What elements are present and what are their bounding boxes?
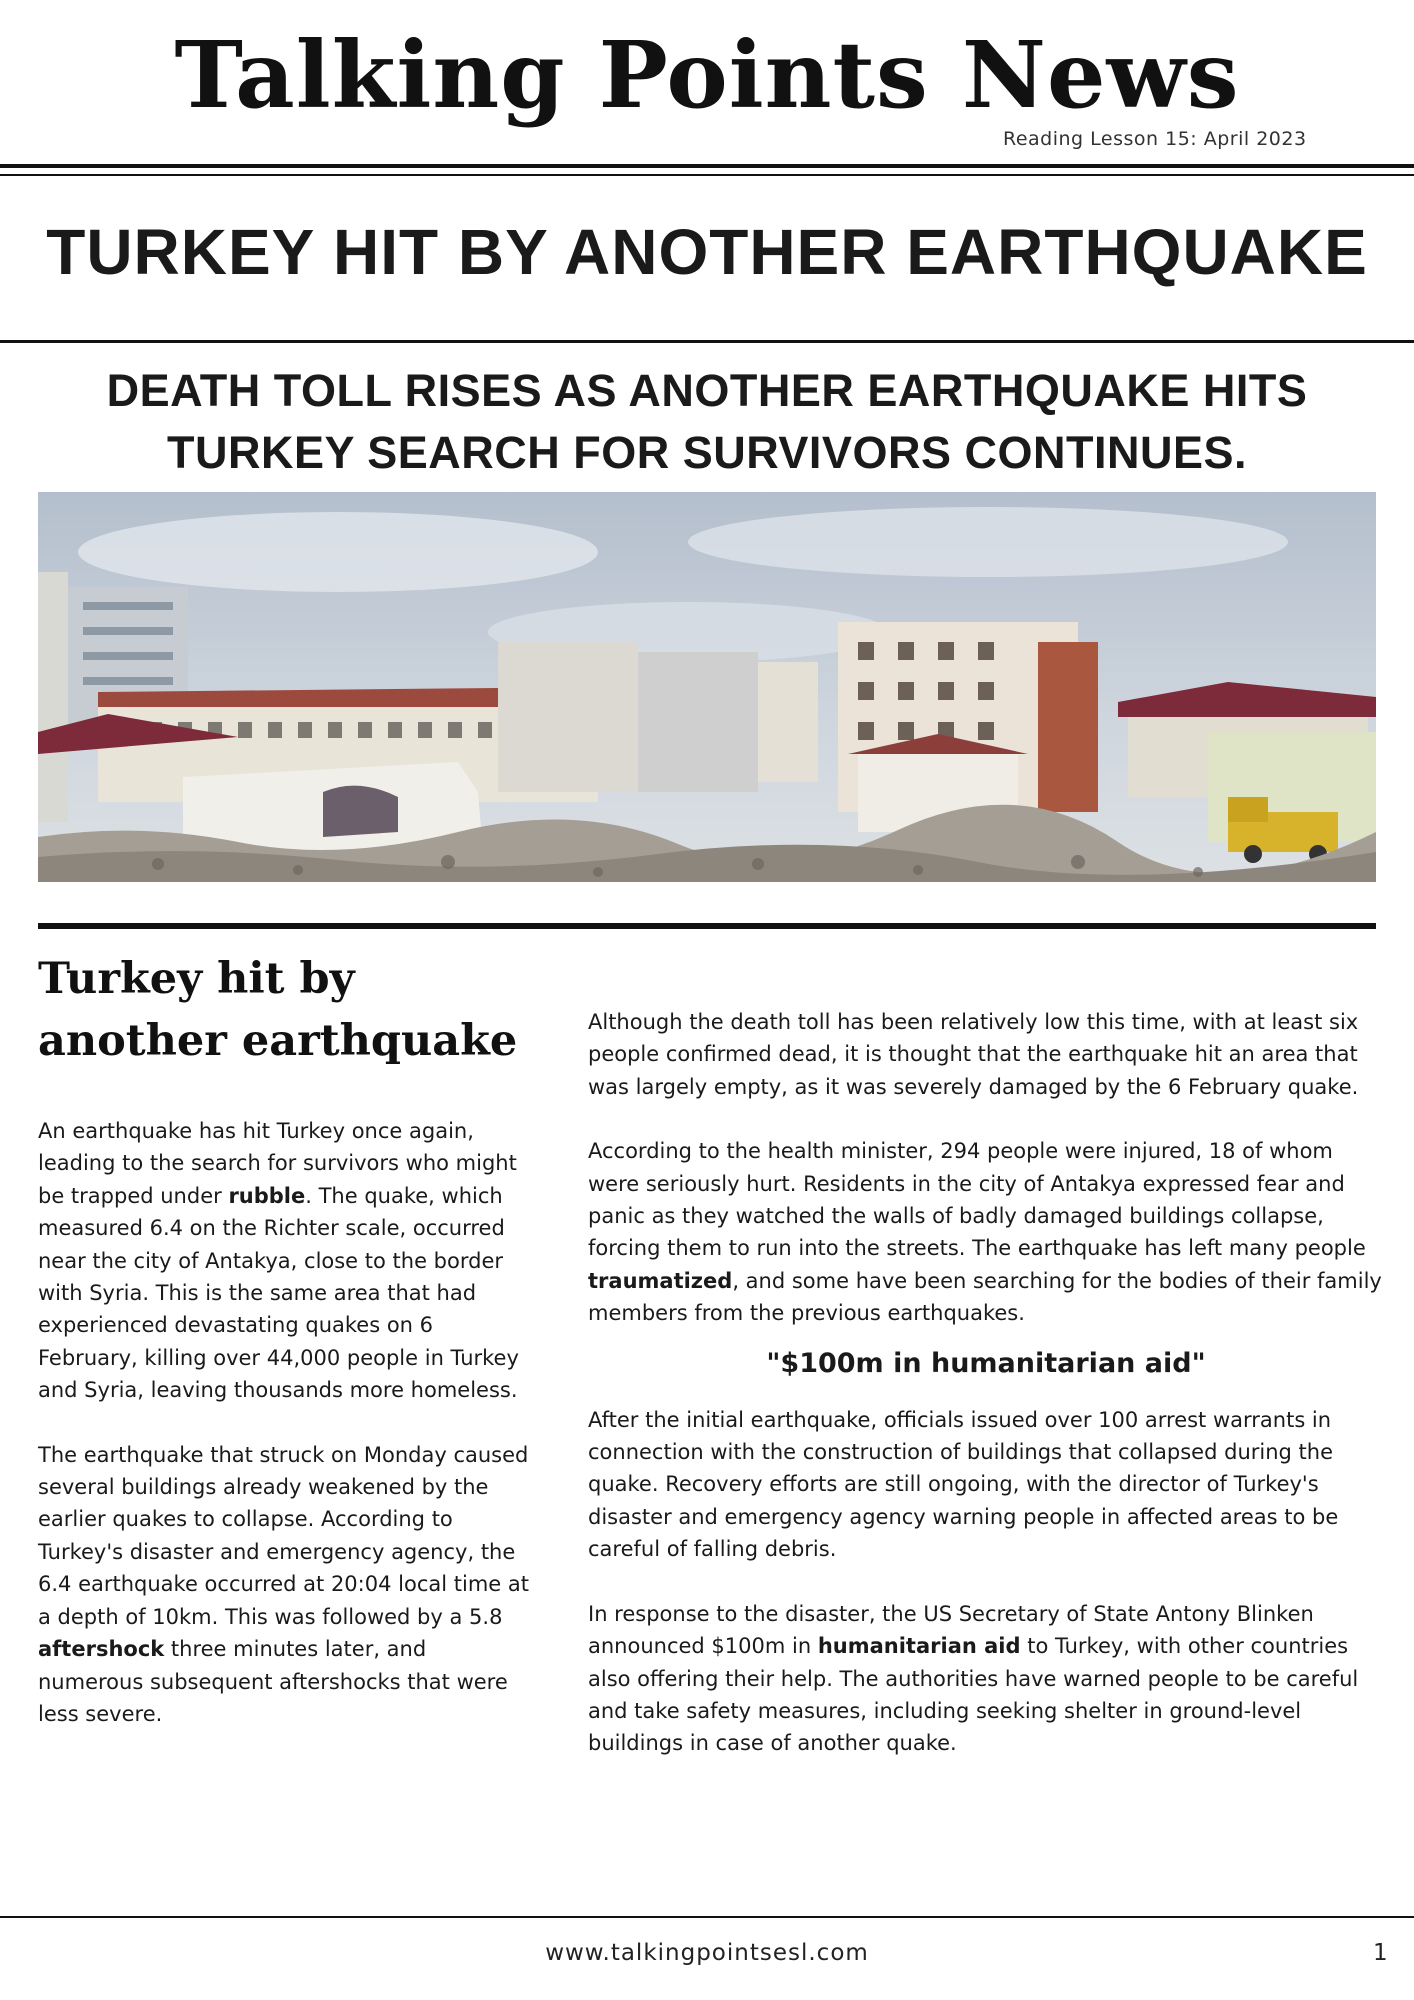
headline-rule xyxy=(0,340,1414,343)
paragraph-4-text-c: , and some have been searching for the bodies of their family members from the previous earthquakes. xyxy=(588,1268,1382,1326)
page-number: 1 xyxy=(1373,1940,1388,1966)
paragraph-6-text-a: In response to the disaster, the US Secretary of State Antony Blinken announced $100m in xyxy=(588,1601,1314,1659)
vocab-aftershock: aftershock xyxy=(38,1637,165,1662)
masthead-rule-thick xyxy=(0,164,1414,168)
paragraph-5: After the initial earthquake, officials issued over 100 arrest warrants in connection with the construction of buildings that collapsed during the quake. Recovery efforts are still ongoing, with the director of Turkey's disaster and emergency agency warning people in affected areas to be careful of falling debris. xyxy=(588,1407,1339,1562)
pull-quote: "$100m in humanitarian aid" xyxy=(766,1347,1206,1379)
earthquake-photo xyxy=(38,492,1376,882)
paragraph-2-text-a: The earthquake that struck on Monday caused several buildings already weakened by the earlier quakes to collapse. According to Turkey's disaster and emergency agency, the 6.4 earthquake occurred at 20:04 local time at a depth of 10km. This was followed by a 5.8 xyxy=(38,1442,529,1629)
paragraph-2 xyxy=(38,1439,538,1731)
lesson-info: Reading Lesson 15: April 2023 xyxy=(1003,128,1307,150)
paragraph-3: Although the death toll has been relatively low this time, with at least six people confirmed dead, it is thought that the earthquake hit an area that was largely empty, as it was severely damaged by the 6 February quake. xyxy=(588,1010,1359,1099)
masthead-rule-thin xyxy=(0,174,1414,176)
earthquake-damage-image xyxy=(38,492,1376,882)
paragraph-1-text-c: . The quake, which measured 6.4 on the Richter scale, occurred near the city of Antakya, close to the border with Syria. This is the same area that had experienced devastating quakes on 6 February, killing over 44,000 people in Turkey and Syria, leaving thousands more homeless. xyxy=(38,1183,519,1403)
left-column xyxy=(38,1115,538,1730)
section-rule xyxy=(38,923,1376,929)
paragraph-6-text-c: to Turkey, with other countries also offering their help. The authorities have warned people to be careful and take safety measures, including seeking shelter in ground-level buildings in case of another quake. xyxy=(588,1634,1359,1756)
paragraph-4 xyxy=(588,1135,1384,1329)
vocab-humanitarian-aid: humanitarian aid xyxy=(817,1634,1021,1659)
section-title: Turkey hit by another earthquake xyxy=(38,954,518,1066)
subheadline: DEATH TOLL RISES AS ANOTHER EARTHQUAKE HITS TURKEY SEARCH FOR SURVIVORS CONTINUES. xyxy=(106,365,1308,478)
paragraph-2-text-c: three minutes later, and numerous subsequent aftershocks that were less severe. xyxy=(38,1637,508,1726)
paragraph-1-text-a: An earthquake has hit Turkey once again, leading to the search for survivors who might be trapped under xyxy=(38,1119,517,1208)
footer-rule xyxy=(0,1916,1414,1918)
paragraph-4-text-a: According to the health minister, 294 people were injured, 18 of whom were seriously hurt. Residents in the city of Antakya expressed fear and panic as they watched the walls of badly damaged buildings collapse, forcing them to run into the streets. The earthquake has left many people xyxy=(588,1139,1366,1261)
vocab-traumatized: traumatized xyxy=(588,1268,733,1293)
paragraph-6 xyxy=(588,1598,1384,1760)
headline: TURKEY HIT BY ANOTHER EARTHQUAKE xyxy=(46,216,1368,288)
right-column xyxy=(588,1006,1384,1760)
masthead-title: Talking Points News xyxy=(174,21,1240,129)
paragraph-1 xyxy=(38,1115,538,1407)
footer-url[interactable]: www.talkingpointsesl.com xyxy=(545,1940,869,1966)
vocab-rubble: rubble xyxy=(228,1183,306,1208)
